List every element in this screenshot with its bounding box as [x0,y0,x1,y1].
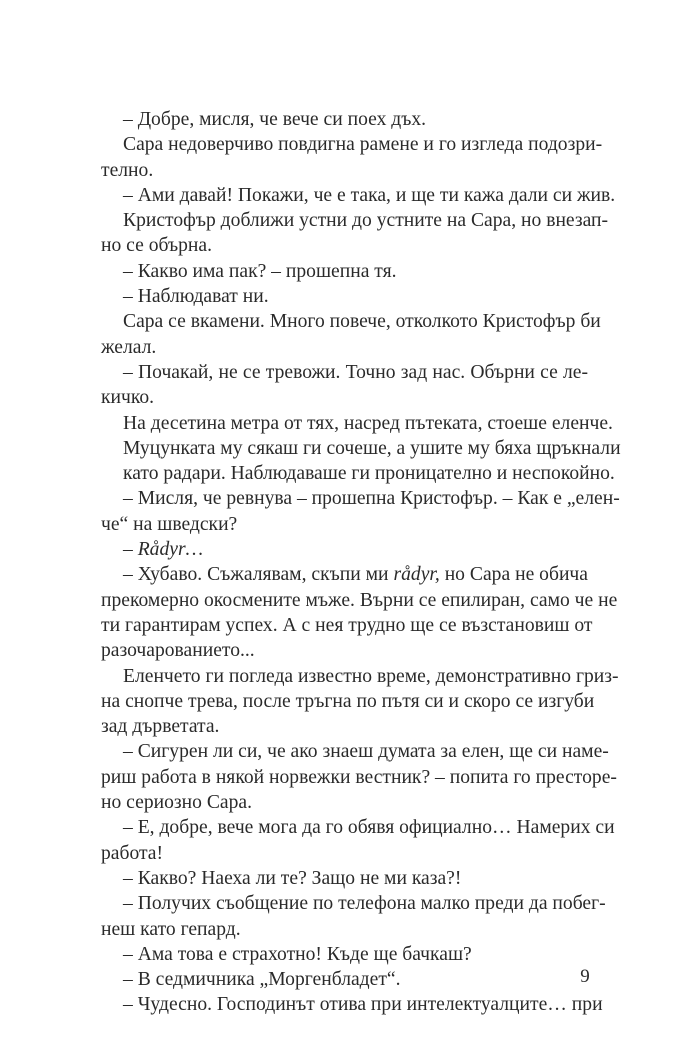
page-text [101,107,621,1018]
text-line: ти гарантирам успех. А с нея трудно ще се възстановиш от [101,614,593,636]
text-line: Муцунката му сякаш ги сочеше, а ушите му бяха щръкнали [123,437,621,459]
text-line: зад дърветата. [101,716,220,738]
text-segment: – Хубаво. Съжалявам, скъпи ми [123,564,389,586]
text-line: на снопче трева, после тръгна по пътя си и скоро се изгуби [101,690,595,712]
text-line: прекомерно окосмените мъже. Върни се епилиран, само че не [101,589,618,611]
text-line: – Ами давай! Покажи, че е така, и ще ти кажа дали си жив. [123,184,616,206]
text-line: желал. [101,336,157,358]
text-line: – Какво? Наеха ли те? Защо не ми каза?! [123,867,462,889]
text-line: Сара се вкамени. Много повече, отколкото Кристофър би [123,311,601,333]
text-segment: но Сара не обича [444,564,588,586]
text-line: – Чудесно. Господинът отива при интелектуалците… при [123,994,603,1016]
text-line: риш работа в някой норвежки вестник? – попита го престоре- [101,766,617,788]
text-line: Еленчето ги погледа известно време, демонстративно гриз- [123,665,619,687]
text-line: – Добре, мисля, че вече си поех дъх. [123,109,427,130]
text-line: Кристофър доближи устни до устните на Сара, но внезап- [123,210,609,232]
text-line: – В седмичника „Моргенбладет“. [123,969,401,991]
text-line: неш като гепард. [101,918,241,940]
text-line: – Почакай, не се тревожи. Точно зад нас. Обърни се ле- [123,361,588,383]
text-line: – Е, добре, вече мога да го обявя официално… Намерих си [123,817,615,839]
text-line: – Сигурен ли си, че ако знаеш думата за елен, ще си наме- [123,741,609,763]
text-line: като радари. Наблюдаваше ги проницателно и неспокойно. [123,463,615,485]
text-line: но сериозно Сара. [101,792,252,814]
text-line: но се обърна. [101,235,212,257]
text-line: телно. [101,159,154,181]
text-line: работа! [101,842,164,864]
text-line: кичко. [101,387,155,409]
text-line-italic: – Rådyr… [123,539,204,561]
text-line: – Мисля, че ревнува – прошепна Кристофър. – Как е „елен- [123,488,620,510]
page-number: 9 [580,966,590,987]
text-line: че“ на шведски? [101,513,238,535]
text-line: разочарованието... [101,640,255,662]
text-line: На десетина метра от тях, насред пътеката, стоеше еленче. [123,412,613,434]
text-line: – Ама това е страхотно! Къде ще бачкаш? [123,943,472,965]
text-line-mixed [101,562,588,587]
italic-word: rådyr, [393,564,440,586]
text-line: Сара недоверчиво повдигна рамене и го изгледа подозри- [123,134,603,156]
text-line: – Какво има пак? – прошепна тя. [123,260,397,282]
text-line: – Получих съобщение по телефона малко преди да побег- [123,893,606,915]
text-line: – Наблюдават ни. [123,286,269,308]
